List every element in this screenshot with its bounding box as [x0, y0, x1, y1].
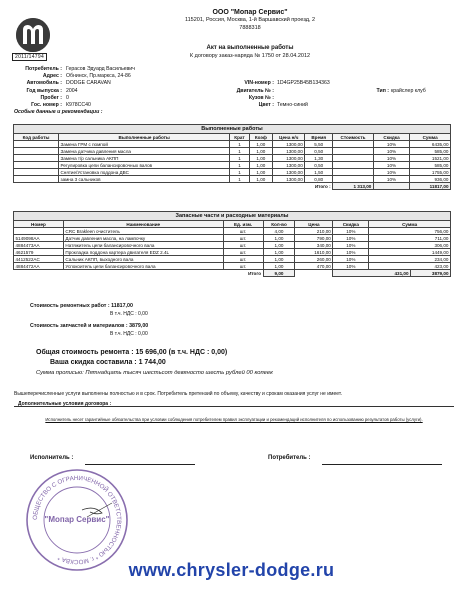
cell: 1,00 [263, 249, 295, 256]
cell: замна 3 сальников [58, 176, 229, 183]
cell: Снятие/Установка поддона ДВС [58, 169, 229, 176]
car-label: Автомобиль : [26, 80, 62, 87]
cell: 6435,00 [410, 141, 451, 148]
cell: 1,00 [249, 155, 273, 162]
cell: 10% [373, 155, 409, 162]
features-label: Особые данные и рекомендации : [14, 109, 103, 116]
cell: 1,30 [305, 155, 333, 162]
table-row [14, 148, 451, 155]
customer-info [14, 66, 454, 116]
cell: Датчик давления масла, на лампочку [63, 235, 223, 242]
parts-total-label: Итого [248, 270, 262, 276]
cell: 1 [230, 141, 249, 148]
cell: 1449,00 [369, 249, 451, 256]
cell: 4884473AA [14, 242, 64, 249]
additional-terms-label: Дополнительные условия договора : [18, 401, 112, 407]
cell: 4884472AA [14, 263, 64, 270]
cell: 4621579 [14, 249, 64, 256]
cell: 1300,00 [273, 169, 305, 176]
no-claims-statement: Вышеперечисленные услуги выполнены полностью и в срок. Потребитель претензий по объему, качеству и срокам оказания услуг не имеет. [14, 391, 342, 397]
parts-nds: В т.ч. НДС : 0,00 [110, 331, 148, 337]
cell: шт. [223, 256, 263, 263]
mopar-logo-icon [16, 18, 50, 52]
company-phone: 7888318 [239, 24, 261, 31]
cell: 470,00 [295, 263, 333, 270]
cell: 10% [333, 242, 369, 249]
cell: 210,00 [295, 228, 333, 235]
cell: 790,00 [295, 235, 333, 242]
cell: 10% [373, 141, 409, 148]
mileage-label: Пробег : [40, 94, 62, 101]
vin-value: 1D4GP25B45B134363 [277, 80, 330, 87]
parts-header-row [14, 221, 451, 228]
parts-title: Запасные части и расходные материалы [14, 212, 451, 221]
table-row [14, 228, 451, 235]
cell: 711,00 [369, 235, 451, 242]
works-col-time: Время [305, 134, 333, 141]
cell: 10% [373, 162, 409, 169]
cell [14, 228, 64, 235]
parts-total-discount: 431,00 [333, 270, 411, 277]
table-row [14, 155, 451, 162]
cell [14, 176, 59, 183]
works-total-row [14, 183, 451, 190]
parts-col-price: Цена [295, 221, 333, 228]
cell: 1,00 [263, 242, 295, 249]
parts-table [13, 211, 451, 277]
table-row [14, 235, 451, 242]
cell: 4412522AC [14, 256, 64, 263]
cell: 10% [333, 249, 369, 256]
repair-cost-value: 11817,00 [111, 303, 133, 309]
cell: 0,80 [305, 176, 333, 183]
cell: Регулировка цепи балансировочных валов [58, 162, 229, 169]
works-table [13, 124, 451, 190]
parts-total-row [14, 270, 451, 277]
cell: Натяжитель цепи балансировочного вала [63, 242, 223, 249]
grand-total-block [36, 348, 227, 368]
plate-value: К978СС40 [66, 101, 91, 108]
table-row [14, 263, 451, 270]
watermark-url: www.chrysler-dodge.ru [128, 560, 335, 580]
cell: 1521,00 [410, 155, 451, 162]
cell [14, 169, 59, 176]
works-total-sum: 11817,00 [410, 183, 451, 190]
cell: 1,00 [263, 256, 295, 263]
cell: шт. [223, 249, 263, 256]
cell: 340,00 [295, 242, 333, 249]
address-label: Адрес : [42, 73, 62, 80]
works-col-code: Код работы [14, 134, 59, 141]
cell: 936,00 [410, 176, 451, 183]
cell: CRC Brakleen очиститель [63, 228, 223, 235]
parts-col-name: Наименование [63, 221, 223, 228]
cell: 1 [230, 176, 249, 183]
color-label: Цвет : [258, 101, 274, 108]
cell: 10% [333, 228, 369, 235]
cell: 756,00 [369, 228, 451, 235]
color-value: Темно-синий [277, 101, 308, 108]
cell: Сальник АКПП, выходного вала [63, 256, 223, 263]
cell: шт. [223, 228, 263, 235]
cell [14, 141, 59, 148]
engine-label: Двигатель № : [236, 87, 274, 94]
works-col-name: Выполненные работы [58, 134, 229, 141]
cell [14, 162, 59, 169]
consumer-value: Герасов Эдуард Васильевич [66, 66, 135, 72]
works-total-cost: 1 313,00 [333, 183, 374, 190]
cell [333, 155, 374, 162]
parts-col-discount: Скидка [333, 221, 369, 228]
cell: Замена т/р сальника АКПП [58, 155, 229, 162]
cell: 1610,00 [295, 249, 333, 256]
year-label: Год выпуска : [26, 87, 62, 94]
grand-total: Общая стоимость ремонта : 15 696,00 (в т.ч. НДС : 0,00) [36, 349, 228, 356]
cell: 1300,00 [273, 141, 305, 148]
cell: 10% [373, 148, 409, 155]
parts-total-qty: 9,00 [263, 270, 295, 277]
table-row [14, 176, 451, 183]
cell: 10% [373, 169, 409, 176]
works-total-label: Итого : [314, 183, 331, 189]
repair-nds: В т.ч. НДС : 0,00 [110, 311, 148, 317]
cell: 1,00 [249, 141, 273, 148]
repair-cost-label: Стоимость ремонтных работ : [30, 303, 110, 309]
cell: 306,00 [369, 242, 451, 249]
cell: 1300,00 [273, 155, 305, 162]
cell: Прокладка поддона картера двигателя EDZ 2.4L [63, 249, 223, 256]
executor-sign-label: Исполнитель : [30, 455, 74, 461]
year-value: 2004 [66, 87, 78, 94]
table-row [14, 141, 451, 148]
works-col-cost: Стоимость [333, 134, 374, 141]
works-header-row [14, 134, 451, 141]
cell: 585,00 [410, 148, 451, 155]
company-address: 115201, Россия, Москва, 1-й Варшавский проезд, 2 [184, 17, 316, 24]
cell: 4,00 [263, 228, 295, 235]
company-name: ООО "Мопар Сервис" [212, 9, 288, 16]
act-subtitle: К договору заказ-наряда № 1750 от 28.04.2012 [189, 52, 311, 59]
body-label: Кузов № : [248, 94, 274, 101]
cell: 1,00 [249, 176, 273, 183]
consumer-label: Потребитель : [25, 66, 62, 72]
company-header [60, 8, 440, 32]
barcode-number: 2011/14794 [12, 53, 47, 61]
address-value: Обнинск, Пр.маркса, 24-86 [66, 73, 131, 80]
cell [333, 141, 374, 148]
cell: 10% [333, 256, 369, 263]
cell: 1 [230, 155, 249, 162]
stamp-center-text: "Мопар Сервис" [44, 515, 110, 524]
vin-label: VIN-номер : [244, 80, 274, 87]
cell: 1300,00 [273, 148, 305, 155]
cell: 1300,00 [273, 176, 305, 183]
consumer-sign-label: Потребитель : [268, 455, 311, 461]
works-title: Выполненные работы [14, 125, 451, 134]
cell: 260,00 [295, 256, 333, 263]
cell: 1,50 [305, 169, 333, 176]
cell: Замена ГРМ с помпой [58, 141, 229, 148]
cell: 0,50 [305, 162, 333, 169]
cell [333, 162, 374, 169]
cell: 1755,00 [410, 169, 451, 176]
cell [14, 155, 59, 162]
table-row [14, 169, 451, 176]
stamp-ring-text: ОБЩЕСТВО С ОГРАНИЧЕННОЙ ОТВЕТСТВЕННОСТЬЮ * г. МОСКВА * [31, 474, 123, 566]
act-heading [60, 45, 440, 60]
cell: 10% [373, 176, 409, 183]
cell: 234,00 [369, 256, 451, 263]
parts-col-sum: Сумма [369, 221, 451, 228]
cell: 1 [230, 148, 249, 155]
cell [333, 176, 374, 183]
cell: шт. [223, 263, 263, 270]
cell [333, 169, 374, 176]
cell [14, 148, 59, 155]
works-col-rate: Цена н/ч [273, 134, 305, 141]
parts-cost-label: Стоимость запчастей и материалов : [30, 323, 128, 329]
totals-summary [30, 303, 410, 339]
mileage-value: 0 [66, 94, 69, 101]
works-col-mult: Крат [230, 134, 249, 141]
table-row [14, 249, 451, 256]
cell: 1,00 [249, 162, 273, 169]
cell: 0,50 [305, 148, 333, 155]
sum-in-words: Сумма прописью: Пятнадцать тысяч шестьсот девяносто шесть рублей 00 копеек [36, 370, 273, 376]
car-value: DODGE CARAVAN [66, 80, 111, 87]
cell: Успокоитель цепи балансировочного вала [63, 263, 223, 270]
cell: шт. [223, 235, 263, 242]
act-title: Акт на выполненные работы [206, 45, 294, 51]
cell: 10% [333, 263, 369, 270]
cell [333, 148, 374, 155]
cell: 1 [230, 162, 249, 169]
type-value: крайслер клуб [391, 87, 426, 94]
cell: 1,00 [263, 235, 295, 242]
company-stamp [22, 465, 132, 575]
cell: 10% [333, 235, 369, 242]
table-row [14, 242, 451, 249]
cell: Замена датчика давления масла [58, 148, 229, 155]
cell: 423,00 [369, 263, 451, 270]
parts-col-unit: Ед. изм. [223, 221, 263, 228]
works-col-sum: Сумма [410, 134, 451, 141]
table-row [14, 256, 451, 263]
table-row [14, 162, 451, 169]
parts-total-sum: 3879,00 [411, 270, 451, 277]
parts-col-qty: Кол-во [263, 221, 295, 228]
cell: 1,00 [263, 263, 295, 270]
cell: 1,00 [249, 148, 273, 155]
discount-total: Ваша скидка составила : 1 744,00 [50, 359, 166, 367]
cell: 5149098AA [14, 235, 64, 242]
cell: 585,00 [410, 162, 451, 169]
cell: шт. [223, 242, 263, 249]
cell: 1300,00 [273, 162, 305, 169]
warranty-text: Исполнитель несет гарантийные обязательства при условии соблюдения потребителем правил эксплуатации и рекомендаций исполнителя по использованию результатов работы (услуги). [45, 417, 423, 422]
works-col-coef: Коэф [249, 134, 273, 141]
works-col-discount: Скидка [373, 134, 409, 141]
cell: 1,00 [249, 169, 273, 176]
plate-label: Гос. номер : [31, 101, 62, 108]
cell: 1 [230, 169, 249, 176]
parts-cost-value: 3879,00 [129, 323, 149, 329]
type-label: Тип : [376, 87, 389, 94]
parts-col-number: Номер [14, 221, 64, 228]
cell: 5,50 [305, 141, 333, 148]
consumer-sign-line [322, 464, 442, 465]
